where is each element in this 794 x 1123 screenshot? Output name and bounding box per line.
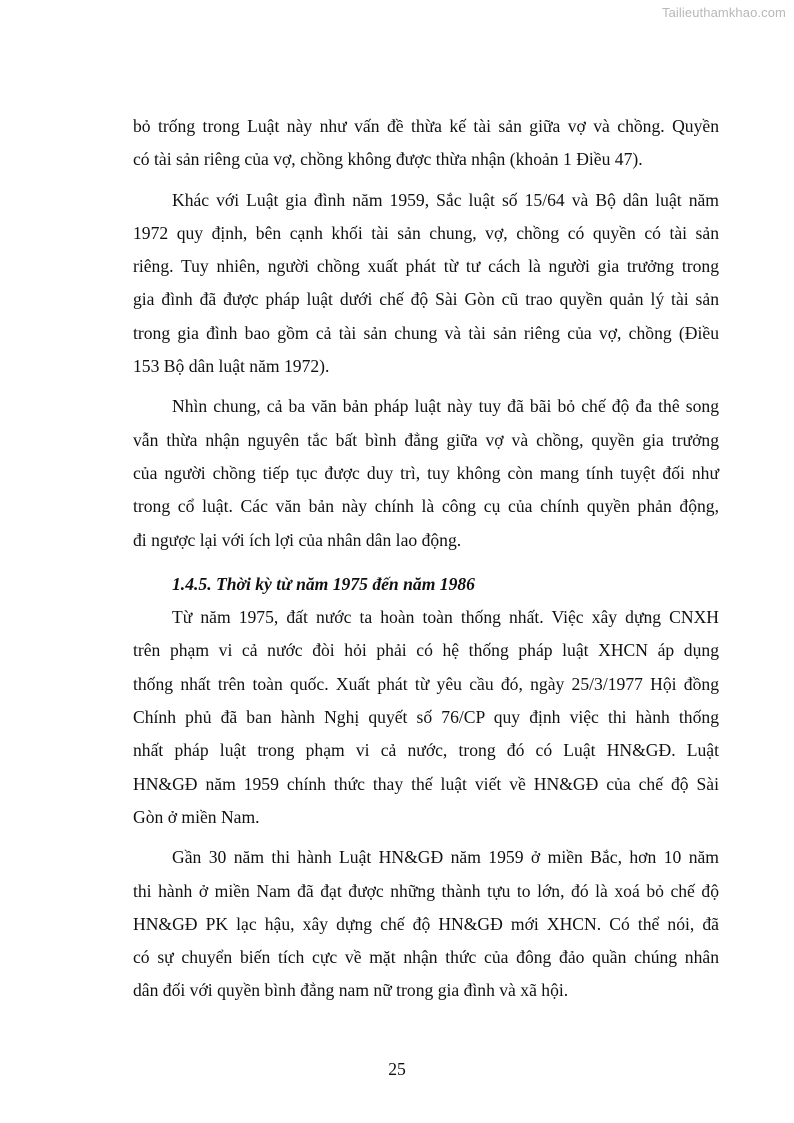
text-line: thi hành ở miền Nam đã đạt được những thành tựu to lớn, đó là xoá bỏ chế độ — [133, 880, 719, 901]
text-line: 1972 quy định, bên cạnh khối tài sản chung, vợ, chồng có quyền có tài sản — [133, 222, 719, 243]
section-heading: 1.4.5. Thời kỳ từ năm 1975 đến năm 1986 — [172, 573, 475, 594]
text-line: trên phạm vi cả nước đòi hỏi phải có hệ thống pháp luật XHCN áp dụng — [133, 640, 719, 661]
text-line: dân đối với quyền bình đẳng nam nữ trong gia đình và xã hội. — [133, 980, 569, 1001]
text-line: Gần 30 năm thi hành Luật HN&GĐ năm 1959 ở miền Bắc, hơn 10 năm — [172, 847, 719, 868]
text-line: bỏ trống trong Luật này như vấn đề thừa kế tài sản giữa vợ và chồng. Quyền — [133, 116, 719, 136]
text-line: HN&GĐ năm 1959 chính thức thay thế luật viết về HN&GĐ của chế độ Sài — [133, 773, 719, 794]
watermark: Tailieuthamkhao.com — [661, 5, 786, 20]
text-line: của người chồng tiếp tục được duy trì, tuy không còn mang tính tuyệt đối như — [133, 462, 719, 483]
text-line: có sự chuyển biến tích cực về mặt nhận thức của đông đảo quần chúng nhân — [133, 947, 719, 968]
paragraph — [133, 841, 719, 1007]
text-line: vẫn thừa nhận nguyên tắc bất bình đẳng giữa vợ và chồng, quyền gia trưởng — [133, 429, 719, 450]
text-line: đi ngược lại với ích lợi của nhân dân lao động. — [133, 529, 462, 550]
text-line: riêng. Tuy nhiên, người chồng xuất phát từ tư cách là người gia trưởng trong — [133, 256, 719, 277]
text-line: trong gia đình bao gồm cả tài sản chung và tài sản riêng của vợ, chồng (Điều — [133, 322, 719, 343]
document-body — [133, 110, 719, 1008]
paragraph-continued — [133, 110, 719, 177]
text-line: Nhìn chung, cả ba văn bản pháp luật này tuy đã bãi bỏ chế độ đa thê song — [172, 396, 719, 417]
paragraph — [133, 601, 719, 834]
paragraph — [133, 390, 719, 556]
text-line: Khác với Luật gia đình năm 1959, Sắc luật số 15/64 và Bộ dân luật năm — [172, 189, 719, 210]
text-line: HN&GĐ PK lạc hậu, xây dựng chế độ HN&GĐ mới XHCN. Có thể nói, đã — [133, 913, 719, 934]
text-line: Gòn ở miền Nam. — [133, 806, 260, 827]
text-line: thống nhất trên toàn quốc. Xuất phát từ yêu cầu đó, ngày 25/3/1977 Hội đồng — [133, 673, 719, 694]
text-line: Từ năm 1975, đất nước ta hoàn toàn thống nhất. Việc xây dựng CNXH — [172, 607, 719, 628]
text-line: có tài sản riêng của vợ, chồng không được thừa nhận (khoản 1 Điều 47). — [133, 149, 643, 170]
text-line: Chính phủ đã ban hành Nghị quyết số 76/CP quy định việc thi hành thống — [133, 707, 719, 728]
text-line: trong cổ luật. Các văn bản này chính là công cụ của chính quyền phản động, — [133, 496, 719, 517]
text-line: 153 Bộ dân luật năm 1972). — [133, 356, 330, 377]
paragraph — [133, 184, 719, 384]
page-number: 25 — [388, 1059, 406, 1079]
text-line: gia đình đã được pháp luật dưới chế độ Sài Gòn cũ trao quyền quản lý tài sản — [133, 289, 719, 310]
text-line: nhất pháp luật trong phạm vi cả nước, trong đó có Luật HN&GĐ. Luật — [133, 740, 719, 761]
